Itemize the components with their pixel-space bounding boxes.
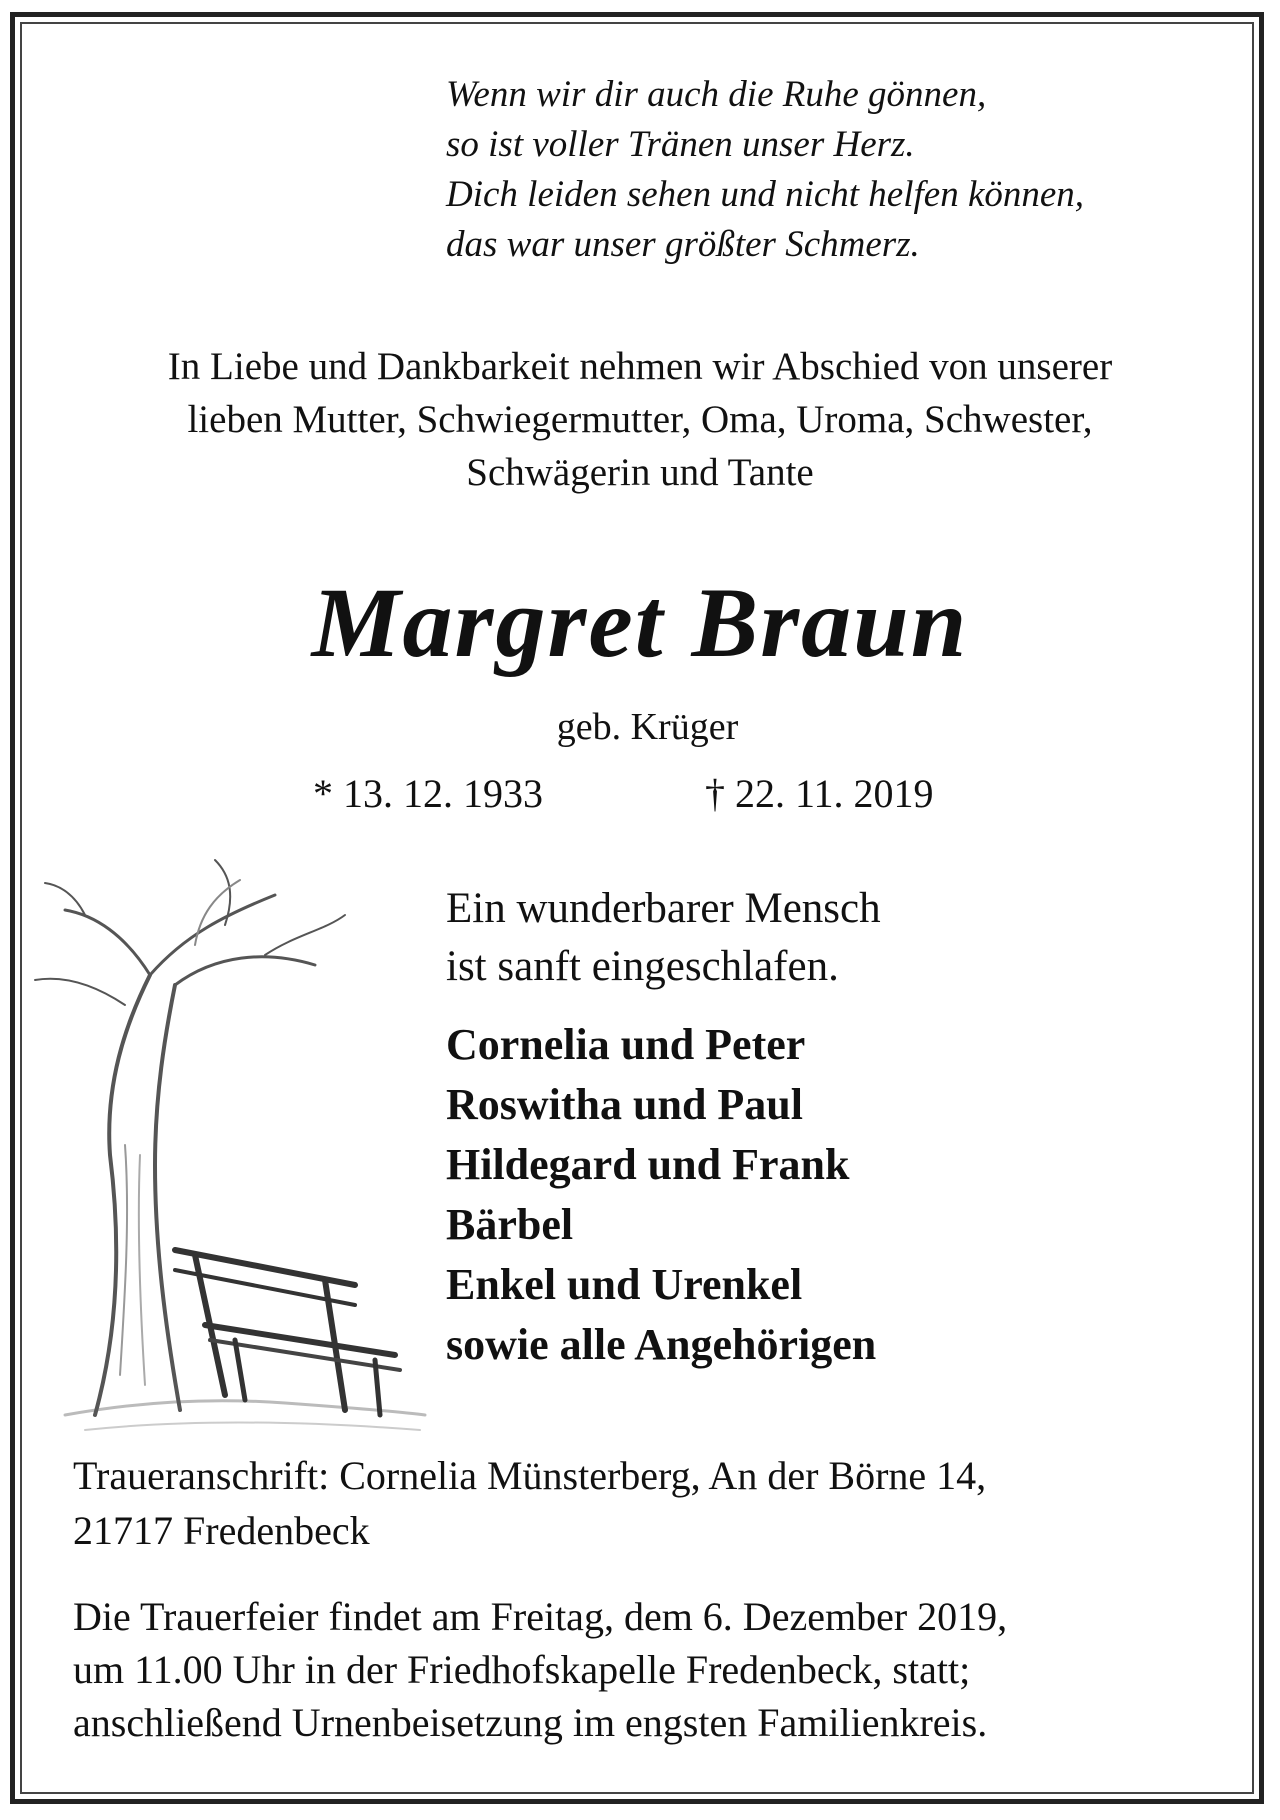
maiden-name: geb. Krüger: [556, 706, 739, 748]
tribute: [446, 880, 881, 996]
service-line: anschließend Urnenbeisetzung im engsten Familienkreis.: [73, 1700, 988, 1745]
list-item: Hildegard und Frank: [446, 1140, 850, 1189]
tribute-line: ist sanft eingeschlafen.: [446, 943, 839, 990]
mourners-list: [446, 1015, 876, 1375]
intro-line: In Liebe und Dankbarkeit nehmen wir Abschied von unserer: [167, 345, 1113, 388]
death-date: † 22. 11. 2019: [705, 771, 934, 816]
service-line: um 11.00 Uhr in der Friedhofskapelle Fredenbeck, statt;: [73, 1647, 971, 1692]
poem-line: Wenn wir dir auch die Ruhe gönnen,: [446, 74, 987, 115]
poem-line: das war unser größter Schmerz.: [446, 224, 920, 265]
list-item: Roswitha und Paul: [446, 1080, 804, 1129]
intro-line: lieben Mutter, Schwiegermutter, Oma, Uroma, Schwester,: [187, 398, 1093, 441]
poem-line: so ist voller Tränen unser Herz.: [446, 124, 915, 165]
birth-date: * 13. 12. 1933: [313, 771, 543, 816]
list-item: sowie alle Angehörigen: [446, 1320, 877, 1369]
deceased-name: Margret Braun: [311, 567, 969, 678]
list-item: Cornelia und Peter: [446, 1020, 806, 1069]
tribute-line: Ein wunderbarer Mensch: [446, 885, 881, 932]
service-line: Die Trauerfeier findet am Freitag, dem 6. Dezember 2019,: [73, 1594, 1008, 1639]
mourning-address: [73, 1448, 986, 1558]
tree-and-bench-drawing: [25, 855, 435, 1435]
intro-text: [40, 340, 1240, 499]
address-line: 21717 Fredenbeck: [73, 1508, 370, 1553]
address-line: Traueranschrift: Cornelia Münsterberg, An der Börne 14,: [73, 1453, 987, 1498]
intro-line: Schwägerin und Tante: [466, 451, 814, 494]
list-item: Bärbel: [446, 1200, 574, 1249]
service-details: [73, 1590, 1007, 1749]
list-item: Enkel und Urenkel: [446, 1260, 803, 1309]
poem: [446, 70, 1084, 270]
poem-line: Dich leiden sehen und nicht helfen können,: [446, 174, 1085, 215]
